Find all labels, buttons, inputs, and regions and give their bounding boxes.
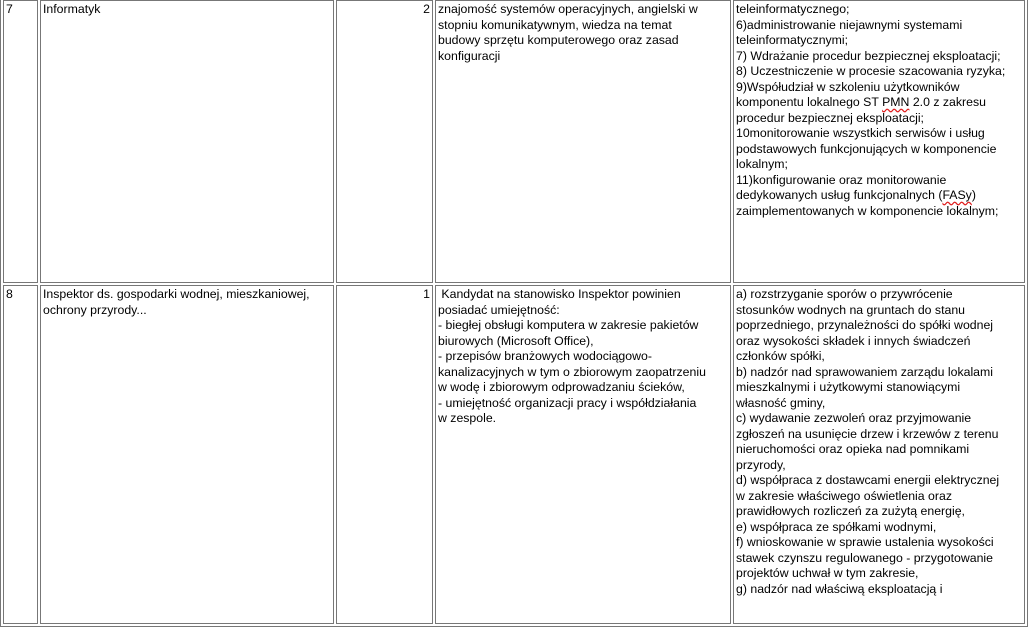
duties-line: c) wydawanie zezwoleń oraz przyjmowanie (736, 411, 972, 425)
duties-line: projektów uchwał w tym zakresie, (736, 566, 919, 580)
duties-line: oraz wysokości składek i innych świadczeń (736, 333, 971, 348)
position-name: Informatyk (43, 2, 101, 16)
requirements-line: w wodę i zbiorowym odprowadzaniu ścieków, (438, 380, 685, 394)
duties-line: d) współpraca z dostawcami energii elektrycznej (736, 473, 1000, 487)
requirements-line: - biegłej obsługi komputera w zakresie pakietów (438, 318, 699, 332)
row-number-cell (3, 285, 38, 624)
duties-line: członków spółki, (736, 349, 825, 363)
duties-line-spellchecked: komponentu lokalnego ST PMN 2.0 z zakresu (736, 95, 986, 109)
positions-count: 1 (423, 287, 430, 301)
requirements-line: biurowych (Microsoft Office), (438, 333, 594, 348)
duties-line: podstawowych funkcjonujących w komponencie (736, 141, 997, 156)
position-name-line: Inspektor ds. gospodarki wodnej, mieszkaniowej, (43, 287, 310, 301)
requirements-line: - przepisów branżowych wodociągowo- (438, 349, 652, 363)
duties-line: lokalnym; (736, 157, 788, 171)
requirements-line: budowy sprzętu komputerowego oraz zasad (438, 33, 679, 47)
requirements-line: Kandydat na stanowisko Inspektor powinien (438, 287, 681, 301)
duties-line: 10monitorowanie wszystkich serwisów i usług (736, 126, 985, 140)
duties-line: 6)administrowanie niejawnymi systemami (736, 17, 963, 32)
row-number: 7 (6, 2, 13, 16)
duties-line-spellchecked: dedykowanych usług funkcjonalnych (FASy) (736, 188, 976, 202)
duties-line: 11)konfigurowanie oraz monitorowanie (736, 172, 947, 187)
duties-line: g) nadzór nad właściwą eksploatacją i (736, 581, 943, 596)
duties-line: b) nadzór nad sprawowaniem zarządu lokalami (736, 364, 993, 379)
spellcheck-word: PMN (882, 95, 910, 109)
duties-line: procedur bezpiecznej eksploatacji; (736, 110, 924, 125)
position-name-cell (40, 0, 334, 283)
row-number: 8 (6, 287, 13, 301)
duties-line: mieszkalnymi i użytkowymi stanowiącymi (736, 380, 961, 394)
duties-line: przyrody, (736, 457, 786, 472)
duties-line: zgłoszeń na usunięcie drzew i krzewów z terenu (736, 426, 999, 441)
duties-line: f) wnioskowanie w sprawie ustalenia wysokości (736, 535, 994, 549)
requirements-line: stopniu komunikatywnym, wiedza na temat (438, 17, 672, 32)
positions-count-cell (336, 285, 433, 624)
duties-line: własność gminy, (736, 395, 826, 410)
requirements-cell (435, 285, 731, 624)
duties-line: teleinformatycznymi; (736, 33, 849, 47)
duties-line: stosunków wodnych na gruntach do stanu (736, 302, 966, 317)
requirements-cell (435, 0, 731, 283)
requirements-line: - umiejętność organizacji pracy i współdziałania (438, 395, 697, 410)
row-number-cell (3, 0, 38, 283)
duties-line: 8) Uczestniczenie w procesie szacowania ryzyka; (736, 64, 1006, 78)
duties-line: 9)Współudział w szkoleniu użytkowników (736, 79, 960, 94)
positions-count: 2 (423, 2, 430, 16)
requirements-line: posiadać umiejętność: (438, 302, 560, 317)
position-name-cell (40, 285, 334, 624)
requirements-line: w zespole. (438, 411, 497, 425)
duties-line: e) współpraca ze spółkami wodnymi, (736, 519, 937, 534)
duties-line: a) rozstrzyganie sporów o przywrócenie (736, 287, 953, 301)
requirements-line: konfiguracji (438, 48, 501, 63)
duties-line: zaimplementowanych w komponencie lokalnym; (736, 203, 999, 218)
duties-line: prawidłowych rozliczeń za zużytą energię, (736, 504, 965, 518)
table-row (3, 0, 1025, 283)
positions-count-cell (336, 0, 433, 283)
requirements-line: kanalizacyjnych w tym o zbiorowym zaopatrzeniu (438, 364, 706, 379)
duties-line: poprzedniego, przynależności do spółki wodnej (736, 318, 994, 332)
duties-line: nieruchomości oraz opieka nad pomnikami (736, 442, 970, 456)
duties-cell (733, 0, 1025, 283)
position-name-line: ochrony przyrody... (43, 302, 147, 317)
duties-line: stawek czynszu regulowanego - przygotowanie (736, 550, 994, 565)
duties-line: 7) Wdrażanie procedur bezpiecznej eksploatacji; (736, 48, 1001, 63)
duties-cell (733, 285, 1025, 624)
table-row (3, 285, 1025, 624)
requirements-line: znajomość systemów operacyjnych, angielski w (438, 2, 698, 16)
spellcheck-word: FASy (942, 188, 972, 202)
duties-line: teleinformatycznego; (736, 2, 850, 16)
duties-line: w zakresie właściwego oświetlenia oraz (736, 488, 952, 503)
